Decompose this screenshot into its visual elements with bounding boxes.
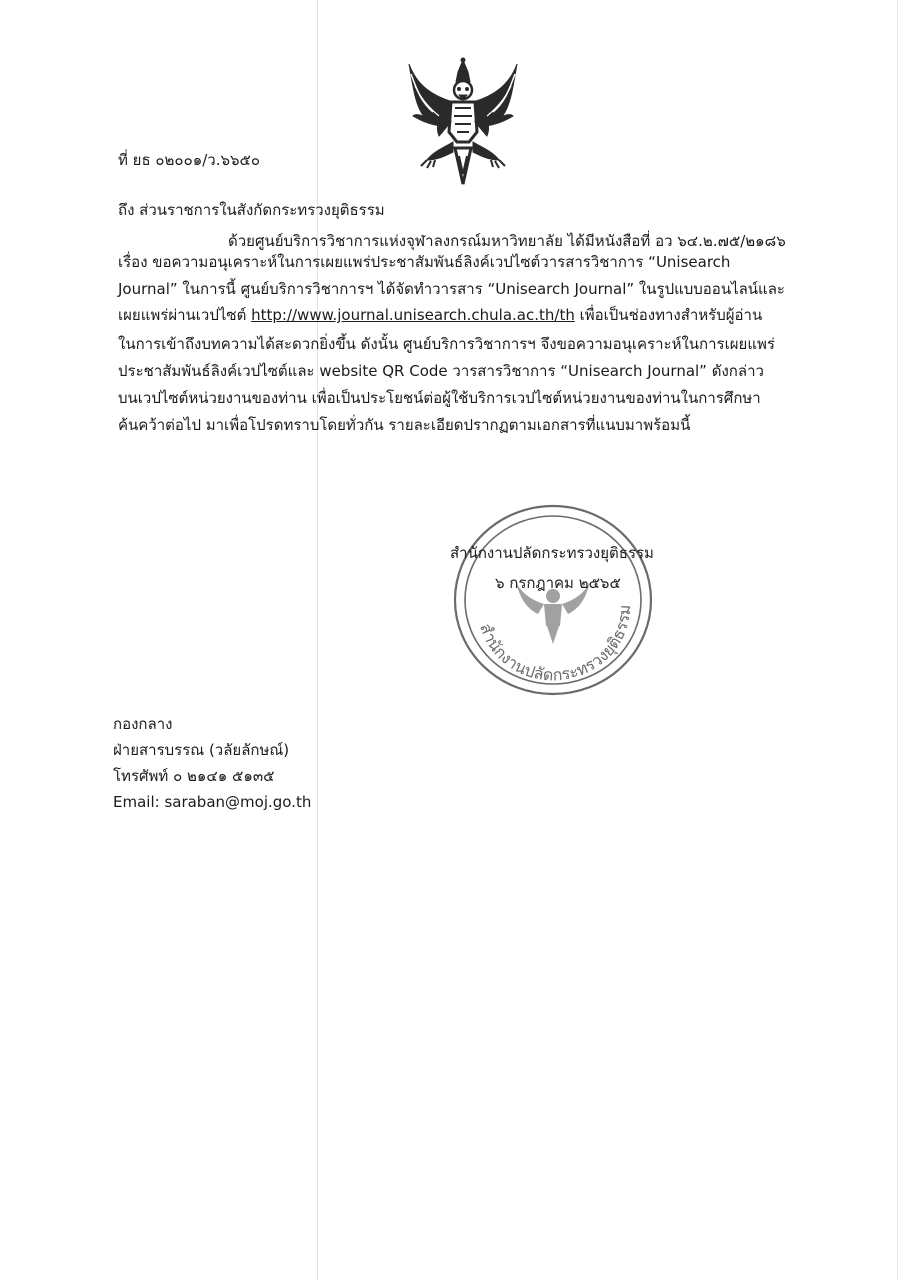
footer-section: ฝ่ายสารบรรณ (วลัยลักษณ์) — [113, 741, 290, 759]
body-text: เผยแพร่ผ่านเวปไซต์ — [118, 306, 247, 324]
body-line: ด้วยศูนย์บริการวิชาการแห่งจุฬาลงกรณ์มหาวิทยาลัย ได้มีหนังสือที่ อว ๖๔.๒.๗๕/๒๑๘๖ — [228, 232, 786, 250]
body-line: ประชาสัมพันธ์ลิงค์เวปไซต์และ website QR Code วารสารวิชาการ “Unisearch Journal” ดังกล่าว — [118, 362, 764, 380]
body-line: ค้นคว้าต่อไป มาเพื่อโปรดทราบโดยทั่วกัน รายละเอียดปรากฏตามเอกสารที่แนบมาพร้อมนี้ — [118, 416, 691, 434]
body-line: ในการเข้าถึงบทความได้สะดวกยิ่งขึ้น ดังนั้น ศูนย์บริการวิชาการฯ จึงขอความอนุเคราะห์ในการเผยแพร่ — [118, 335, 775, 353]
garuda-emblem-icon — [403, 56, 523, 188]
body-line — [118, 304, 762, 326]
seal-text: สำนักงานปลัดกระทรวงยุติธรรม — [475, 604, 635, 685]
ministry-seal-icon — [452, 502, 654, 698]
body-line: Journal” ในการนี้ ศูนย์บริการวิชาการฯ ได้จัดทำวารสาร “Unisearch Journal” ในรูปแบบออนไลน์และ — [118, 280, 785, 298]
document-date: ๖ กรกฎาคม ๒๕๖๕ — [495, 574, 621, 592]
sender-name: สำนักงานปลัดกระทรวงยุติธรรม — [450, 544, 654, 562]
body-text: เพื่อเป็นช่องทางสำหรับผู้อ่าน — [579, 306, 763, 324]
body-line: เรื่อง ขอความอนุเคราะห์ในการเผยแพร่ประชาสัมพันธ์ลิงค์เวปไซต์วารสารวิชาการ “Unisearch — [118, 253, 731, 271]
footer-phone: โทรศัพท์ ๐ ๒๑๔๑ ๕๑๓๕ — [113, 767, 275, 785]
recipient-line: ถึง ส่วนราชการในสังกัดกระทรวงยุติธรรม — [118, 201, 385, 219]
page-fold-line — [317, 0, 318, 1280]
footer-email[interactable]: Email: saraban@moj.go.th — [113, 793, 312, 811]
journal-website-link[interactable]: http://www.journal.unisearch.chula.ac.th/th — [251, 306, 575, 324]
document-number: ที่ ยธ ๐๒๐๐๑/ว.๖๖๕๐ — [118, 151, 261, 169]
footer-division: กองกลาง — [113, 715, 173, 733]
body-line: บนเวปไซต์หน่วยงานของท่าน เพื่อเป็นประโยชน์ต่อผู้ใช้บริการเวปไซต์หน่วยงานของท่านในการศึกษา — [118, 389, 761, 407]
page-edge — [897, 0, 898, 1280]
